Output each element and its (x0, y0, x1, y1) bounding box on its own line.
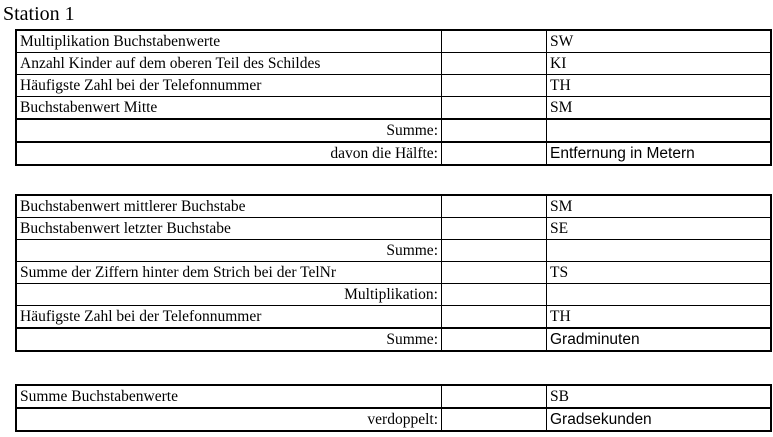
multiplication-row (16, 284, 771, 306)
result-value-cell[interactable] (442, 408, 547, 431)
value-cell[interactable] (442, 195, 547, 218)
row-label: Summe Buchstabenwerte (16, 385, 442, 408)
result-row (16, 408, 771, 431)
table-row (16, 218, 771, 240)
sum-label: Summe: (16, 119, 442, 142)
table-minutes (15, 194, 772, 352)
sum-value-cell[interactable] (442, 119, 547, 142)
row-label: Buchstabenwert letzter Buchstabe (16, 218, 442, 240)
doubled-label: verdoppelt: (16, 408, 442, 431)
multiplication-label: Multiplikation: (16, 284, 442, 306)
sum-row (16, 119, 771, 142)
table-row (16, 306, 771, 329)
result-unit-cell: Entfernung in Metern (547, 142, 772, 165)
result-unit-cell: Gradminuten (547, 328, 772, 351)
table-row (16, 75, 771, 97)
code-cell: SE (547, 218, 772, 240)
row-label: Multiplikation Buchstabenwerte (16, 30, 442, 53)
row-label: Häufigste Zahl bei der Telefonnummer (16, 75, 442, 97)
value-cell[interactable] (442, 218, 547, 240)
value-cell[interactable] (442, 262, 547, 284)
code-cell (547, 119, 772, 142)
value-cell[interactable] (442, 53, 547, 75)
value-cell[interactable] (442, 75, 547, 97)
row-label: Häufigste Zahl bei der Telefonnummer (16, 306, 442, 329)
value-cell[interactable] (442, 306, 547, 329)
value-cell[interactable] (442, 385, 547, 408)
sum-label: Summe: (16, 240, 442, 262)
result-row (16, 142, 771, 165)
code-cell: SM (547, 195, 772, 218)
row-label: Anzahl Kinder auf dem oberen Teil des Schildes (16, 53, 442, 75)
multiplication-value-cell[interactable] (442, 284, 547, 306)
table-distance (15, 29, 772, 166)
value-cell[interactable] (442, 30, 547, 53)
row-label: Summe der Ziffern hinter dem Strich bei der TelNr (16, 262, 442, 284)
result-value-cell[interactable] (442, 142, 547, 165)
row-label: Buchstabenwert Mitte (16, 97, 442, 120)
code-cell (547, 284, 772, 306)
code-cell: TS (547, 262, 772, 284)
table-row (16, 53, 771, 75)
table-row (16, 385, 771, 408)
table-row (16, 195, 771, 218)
table-seconds (15, 384, 772, 432)
half-label: davon die Hälfte: (16, 142, 442, 165)
sum-value-cell[interactable] (442, 240, 547, 262)
table-row (16, 30, 771, 53)
result-unit-cell: Gradsekunden (547, 408, 772, 431)
code-cell: SB (547, 385, 772, 408)
sum-label: Summe: (16, 328, 442, 351)
code-cell: SM (547, 97, 772, 120)
value-cell[interactable] (442, 97, 547, 120)
code-cell: TH (547, 75, 772, 97)
table-row (16, 97, 771, 120)
code-cell: KI (547, 53, 772, 75)
result-row (16, 328, 771, 351)
code-cell: SW (547, 30, 772, 53)
table-row (16, 262, 771, 284)
page-title: Station 1 (3, 3, 75, 25)
result-value-cell[interactable] (442, 328, 547, 351)
sum-row (16, 240, 771, 262)
code-cell: TH (547, 306, 772, 329)
code-cell (547, 240, 772, 262)
row-label: Buchstabenwert mittlerer Buchstabe (16, 195, 442, 218)
